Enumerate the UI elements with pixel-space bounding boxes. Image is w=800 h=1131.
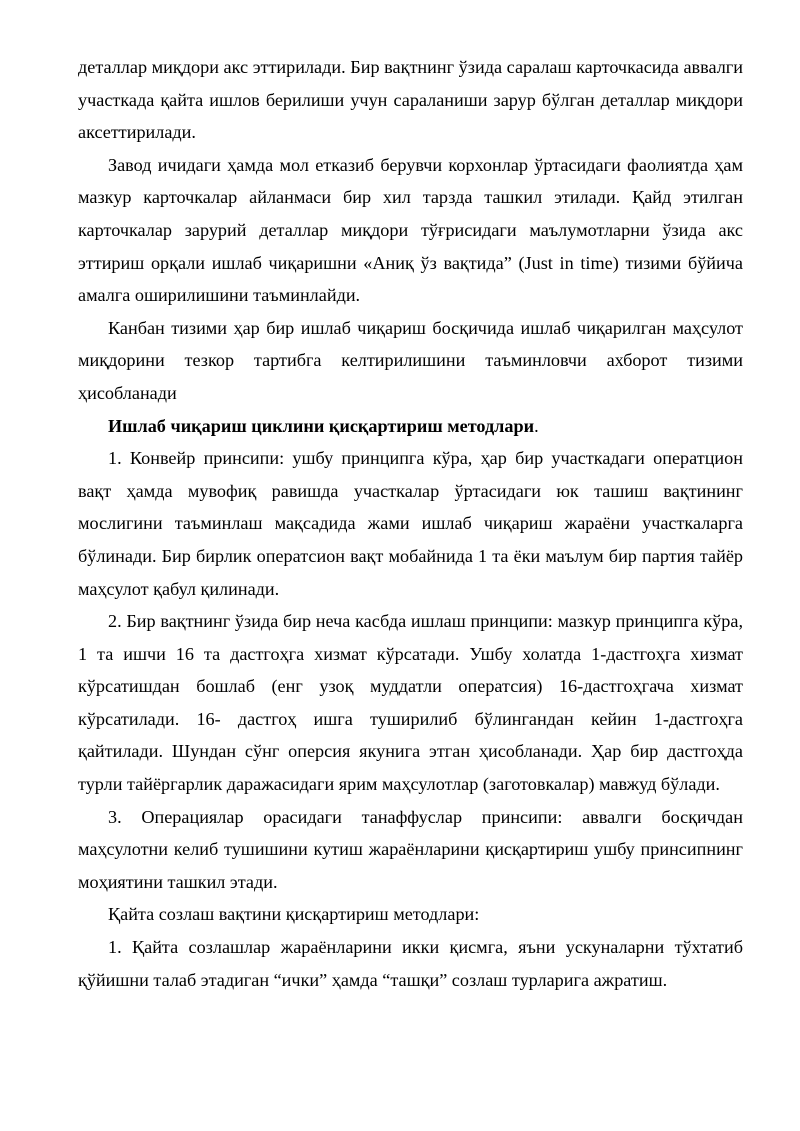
heading-period: . xyxy=(534,415,539,436)
section-heading xyxy=(78,410,743,443)
paragraph-setup-item-1: 1. Қайта созлашлар жараёнларини икки қисмга, яъни ускуналарни тўхтатиб қўйишни талаб этадиган “ички” ҳамда “ташқи” созлаш турларига ажратиш. xyxy=(78,937,743,990)
paragraph-item-3: 3. Операциялар орасидаги танаффуслар принсипи: аввалги босқичдан маҳсулотни келиб тушишини кутиш жараёнларини қисқартириш ушбу принсипнинг моҳиятини ташкил этади. xyxy=(78,806,743,892)
heading-text: Ишлаб чиқариш циклини қисқартириш методлари xyxy=(108,415,535,436)
document-body xyxy=(78,51,743,996)
paragraph-kanban-cards: Завод ичидаги ҳамда мол етказиб берувчи корхонлар ўртасидаги фаолиятда ҳам мазкур карточкалар айланмаси бир хил тарзда ташкил этилади. Қайд этилган карточкалар зарурий деталлар миқдори тўғрисидаги маълумотларни ўзида акс эттириш орқали ишлаб чиқаришни «Аниқ ўз вақтида” (Just in time) тизими бўйича амалга оширилишини таъминлайди. xyxy=(78,154,743,306)
paragraph-continued: деталлар миқдори акс эттирилади. Бир вақтнинг ўзида саралаш карточкасида аввалги участкада қайта ишлов берилиши учун сараланиши зарур бўлган деталлар миқдори аксеттирилади. xyxy=(78,57,743,143)
paragraph-item-2: 2. Бир вақтнинг ўзида бир неча касбда ишлаш принципи: мазкур принципга кўра, 1 та ишчи 16 та дастгоҳга хизмат кўрсатади. Ушбу холатда 1-дастгоҳга хизмат кўрсатишдан бошлаб (енг узоқ муддатли оператсия) 16-дастгоҳгача хизмат кўрсатилади. 16- дастгоҳ ишга туширилиб бўлингандан кейин 1-дастгоҳга қайтилади. Шундан сўнг оперсия якунига этган ҳисобланади. Ҳар бир дастгоҳда турли тайёргарлик даражасидаги ярим маҳсулотлар (заготовкалар) мавжуд бўлади. xyxy=(78,611,743,795)
paragraph-item-1: 1. Конвейр принсипи: ушбу принципга кўра, ҳар бир участкадаги оператцион вақт ҳамда мувофиқ равишда участкалар ўртасидаги юк ташиш вақтининг мослигини таъминлаш мақсадида жами ишлаб чиқариш жараёни участкаларга бўлинади. Бир бирлик оператсион вақт мобайнида 1 та ёки маълум бир партия тайёр маҳсулот қабул қилинади. xyxy=(78,448,743,599)
paragraph-subheading: Қайта созлаш вақтини қисқартириш методлари: xyxy=(108,904,480,925)
paragraph-kanban-system: Канбан тизими ҳар бир ишлаб чиқариш босқичида ишлаб чиқарилган маҳсулот миқдорини тезкор тартибга келтирилишини таъминловчи ахборот тизими ҳисобланади xyxy=(78,317,743,403)
